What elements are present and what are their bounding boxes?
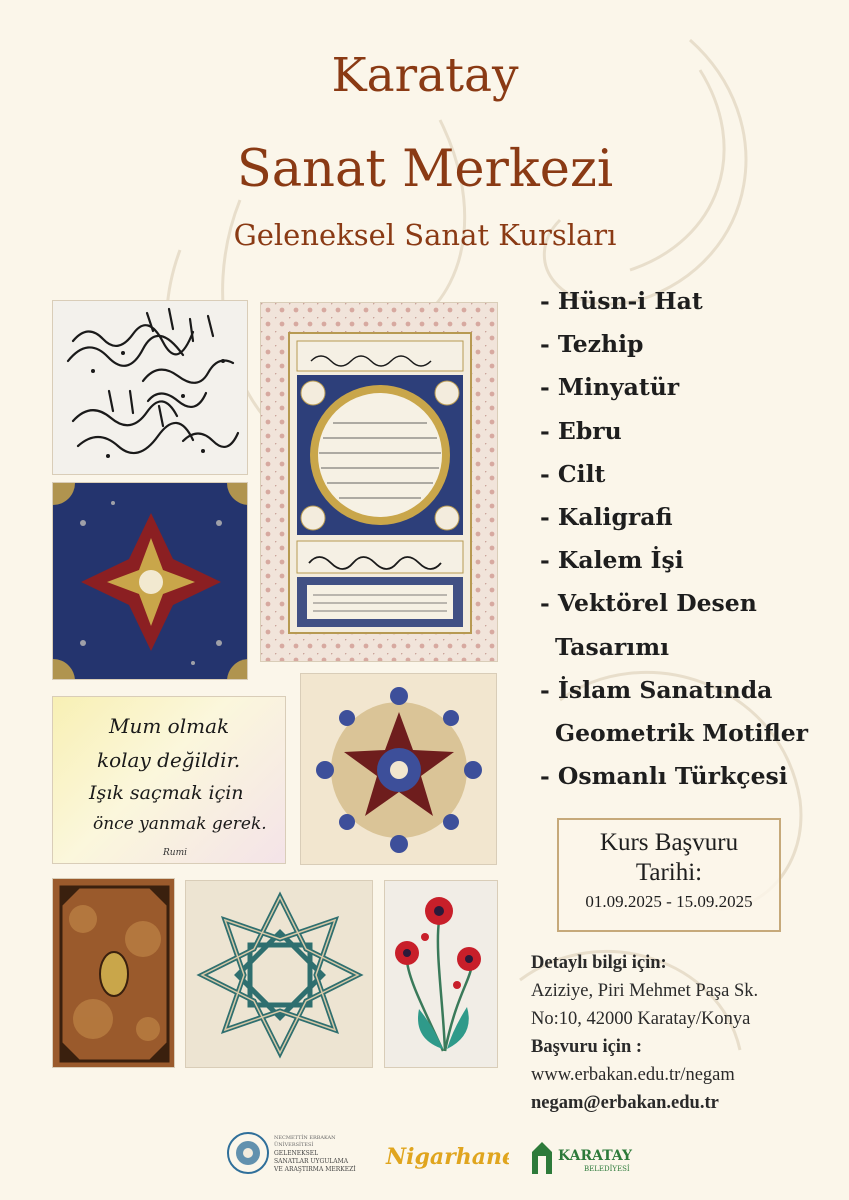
course-item-cilt: - Cilt [540,459,606,488]
illuminated-manuscript-image [260,302,498,662]
negam-text-2: ÜNİVERSİTESİ [274,1142,314,1148]
negam-logo [226,1128,376,1178]
karatay-text-1: KARATAY [558,1148,633,1164]
application-heading: Kurs Başvuru [599,829,739,856]
geometric-tezhip-image [52,482,248,680]
apply-heading: Başvuru için : [531,1037,643,1057]
quote-line-3: Işık saçmak için [89,782,244,804]
quote-signature: Rumi [163,848,187,858]
application-date-box [557,818,781,932]
address-line-2: No:10, 42000 Karatay/Konya [531,1009,751,1029]
negam-text-4: SANATLAR UYGULAMA [274,1158,349,1165]
course-item-osmanli-turkcesi: - Osmanlı Türkçesi [540,762,788,791]
course-item-ebru: - Ebru [540,416,622,445]
nigarhane-logo [384,1140,509,1174]
application-heading-2: Tarihi: [635,859,703,886]
course-item-vektorel-desen: - Vektörel Desen [540,589,757,618]
negam-text-3: GELENEKSEL [274,1150,319,1157]
medallion-image [300,673,497,865]
subtitle: Geleneksel Sanat Kursları [233,218,617,252]
course-item-vektorel-desen-cont: Tasarımı [555,632,670,661]
course-item-tezhip: - Tezhip [540,330,644,359]
karatay-belediyesi-logo [528,1138,646,1178]
email-link[interactable]: negam@erbakan.edu.tr [531,1093,719,1113]
website-link[interactable]: www.erbakan.edu.tr/negam [531,1065,735,1085]
course-item-minyatur: - Minyatür [540,373,680,402]
negam-text-1: NECMETTİN ERBAKAN [274,1135,336,1141]
course-item-islam-sanatinda-cont: Geometrik Motifler [555,719,809,748]
course-item-islam-sanatinda: - İslam Sanatında [540,675,773,704]
contact-info [531,949,758,1117]
calligraphy-quote-image [52,696,286,864]
info-heading: Detaylı bilgi için: [531,953,667,973]
book-binding-image [52,878,175,1068]
quote-line-4: önce yanmak gerek. [93,814,267,834]
application-dates: 01.09.2025 - 15.09.2025 [585,892,753,911]
ebru-flowers-image [384,880,498,1068]
quote-line-2: kolay değildir. [97,748,241,772]
title-karatay: Karatay [331,48,519,103]
course-list [540,280,808,798]
title-sanat-merkezi: Sanat Merkezi [236,140,614,199]
course-item-kalem-isi: - Kalem İşi [540,546,684,575]
girih-pattern-image [185,880,373,1068]
nigarhane-text: Nigarhane [386,1144,509,1170]
address-line-1: Aziziye, Piri Mehmet Paşa Sk. [531,981,759,1001]
negam-text-5: VE ARAŞTIRMA MERKEZİ [274,1166,356,1173]
calligraphy-image [52,300,248,475]
course-item-kaligrafi: - Kaligrafi [540,503,673,532]
course-item-husn-i-hat: - Hüsn-i Hat [540,287,703,315]
karatay-text-2: BELEDİYESİ [584,1165,630,1173]
quote-line-1: Mum olmak [109,714,230,738]
